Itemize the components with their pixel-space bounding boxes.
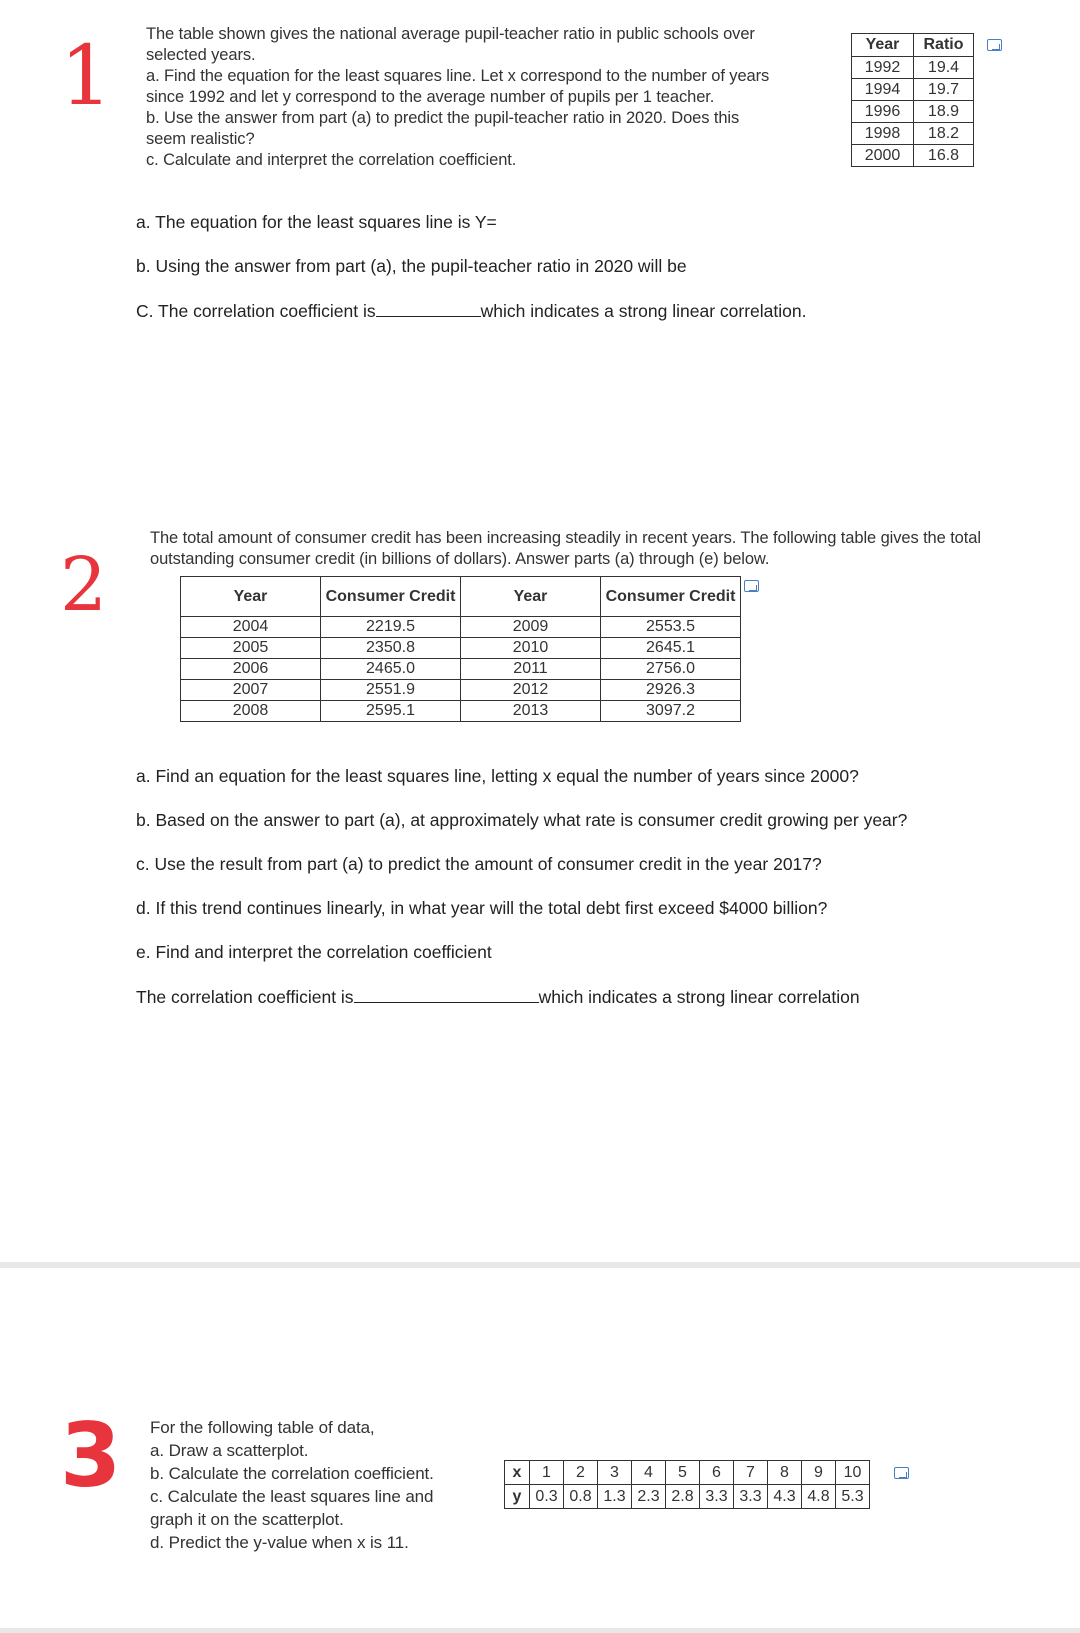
table-cell: 3097.2 [601,701,741,722]
problem-3-line: d. Predict the y-value when x is 11. [150,1533,409,1552]
table-row [852,57,974,79]
table-cell: 7 [734,1461,768,1485]
table-cell: 2012 [461,680,601,701]
problem-3-text [150,1416,434,1554]
copy-table-icon[interactable] [744,580,759,592]
table-cell: 5.3 [836,1485,870,1509]
table-cell: 1.3 [598,1485,632,1509]
table-cell: 2595.1 [321,701,461,722]
problem-1-line: selected years. [146,46,256,64]
table-cell: 2756.0 [601,659,741,680]
copy-table-icon[interactable] [894,1467,909,1479]
table-cell: 18.2 [914,123,974,145]
table-row-x [505,1461,870,1485]
table-cell: 2004 [181,617,321,638]
answer-c-tail: which indicates a strong linear correlation. [480,301,807,321]
problem-2-line: The total amount of consumer credit has been increasing steadily in recent years. The following table gives the total [150,529,981,547]
answer-c-label: C. The correlation coefficient is [136,301,376,321]
problem-2-question-e: e. Find and interpret the correlation coefficient [136,942,492,962]
table-cell: 2010 [461,638,601,659]
section-divider [0,1262,1080,1268]
table-cell: 9 [802,1461,836,1485]
problem-1-text [146,24,769,171]
table-cell: 2.3 [632,1485,666,1509]
problem-2-question-b: b. Based on the answer to part (a), at approximately what rate is consumer credit growing per year? [136,810,908,830]
table-cell: 8 [768,1461,802,1485]
table-row-y [505,1485,870,1509]
answer-blank[interactable] [354,986,539,1003]
table-cell: 1998 [852,123,914,145]
problem-3-line: c. Calculate the least squares line and [150,1487,434,1506]
problem-1-line: seem realistic? [146,130,255,148]
table-cell: 2009 [461,617,601,638]
table-cell: 1 [530,1461,564,1485]
table-cell: 2.8 [666,1485,700,1509]
table-cell: 10 [836,1461,870,1485]
table-header: Consumer Credit [601,577,741,617]
table-header: Consumer Credit [321,577,461,617]
problem-2-question-c: c. Use the result from part (a) to predict the amount of consumer credit in the year 2017? [136,854,822,874]
table-cell: 2007 [181,680,321,701]
problem-1-number: 1 [60,29,113,124]
table-cell: 2000 [852,145,914,167]
problem-1-answer-b: b. Using the answer from part (a), the pupil-teacher ratio in 2020 will be [136,256,687,276]
bottom-divider [0,1628,1080,1633]
table-cell: 2553.5 [601,617,741,638]
table-header: Year [852,34,914,57]
table-cell: 2926.3 [601,680,741,701]
table-cell: 5 [666,1461,700,1485]
problem-3-line: graph it on the scatterplot. [150,1510,344,1529]
table-row [181,659,741,680]
problem-2-correlation [136,986,860,1008]
table-cell: 4.8 [802,1485,836,1509]
table-header: Year [181,577,321,617]
table-header: y [505,1485,530,1509]
table-cell: 2011 [461,659,601,680]
table-cell: 6 [700,1461,734,1485]
table-cell: 2005 [181,638,321,659]
table-header-row [852,34,974,57]
correlation-tail: which indicates a strong linear correlation [538,987,860,1007]
table-cell: 2350.8 [321,638,461,659]
table-header: Ratio [914,34,974,57]
table-cell: 2465.0 [321,659,461,680]
table-cell: 4 [632,1461,666,1485]
table-cell: 1996 [852,101,914,123]
problem-1-line: The table shown gives the national average pupil-teacher ratio in public schools over [146,25,755,43]
table-cell: 18.9 [914,101,974,123]
table-cell: 19.7 [914,79,974,101]
table-cell: 1992 [852,57,914,79]
table-cell: 2006 [181,659,321,680]
table-row [852,145,974,167]
problem-2-line: outstanding consumer credit (in billions of dollars). Answer parts (a) through (e) below. [150,550,770,568]
table-row [181,680,741,701]
problem-1-answer-a: a. The equation for the least squares line is Y= [136,212,497,232]
problem-3-line: For the following table of data, [150,1418,375,1437]
problem-2-question-d: d. If this trend continues linearly, in what year will the total debt first exceed $4000 billion? [136,898,828,918]
table-cell: 2013 [461,701,601,722]
table-row [852,123,974,145]
problem-2-text [150,528,981,570]
problem-3-table [504,1460,870,1509]
table-row [852,101,974,123]
problem-1-line: since 1992 and let y correspond to the average number of pupils per 1 teacher. [146,88,715,106]
answer-blank[interactable] [376,300,481,317]
table-cell: 2008 [181,701,321,722]
problem-1-line: a. Find the equation for the least squares line. Let x correspond to the number of years [146,67,770,85]
table-cell: 16.8 [914,145,974,167]
table-cell: 1994 [852,79,914,101]
table-header: Year [461,577,601,617]
table-cell: 3 [598,1461,632,1485]
table-cell: 3.3 [734,1485,768,1509]
table-cell: 4.3 [768,1485,802,1509]
problem-2-question-a: a. Find an equation for the least squares line, letting x equal the number of years since 2000? [136,766,859,786]
table-header: x [505,1461,530,1485]
copy-table-icon[interactable] [987,39,1002,51]
table-row [852,79,974,101]
table-row [181,701,741,722]
problem-3-line: b. Calculate the correlation coefficient. [150,1464,434,1483]
table-cell: 2645.1 [601,638,741,659]
problem-1-answer-c [136,300,806,322]
table-row [181,638,741,659]
table-cell: 2219.5 [321,617,461,638]
problem-3-line: a. Draw a scatterplot. [150,1441,309,1460]
problem-1-table [851,33,974,167]
table-cell: 19.4 [914,57,974,79]
table-row [181,617,741,638]
problem-3-number: 3 [60,1404,122,1507]
table-cell: 2551.9 [321,680,461,701]
table-cell: 2 [564,1461,598,1485]
correlation-label: The correlation coefficient is [136,987,354,1007]
problem-2-table [180,576,741,722]
table-cell: 0.8 [564,1485,598,1509]
problem-1-line: c. Calculate and interpret the correlation coefficient. [146,151,517,169]
table-cell: 0.3 [530,1485,564,1509]
problem-1-line: b. Use the answer from part (a) to predict the pupil-teacher ratio in 2020. Does this [146,109,740,127]
table-header-row [181,577,741,617]
problem-2-number: 2 [60,542,108,628]
table-cell: 3.3 [700,1485,734,1509]
